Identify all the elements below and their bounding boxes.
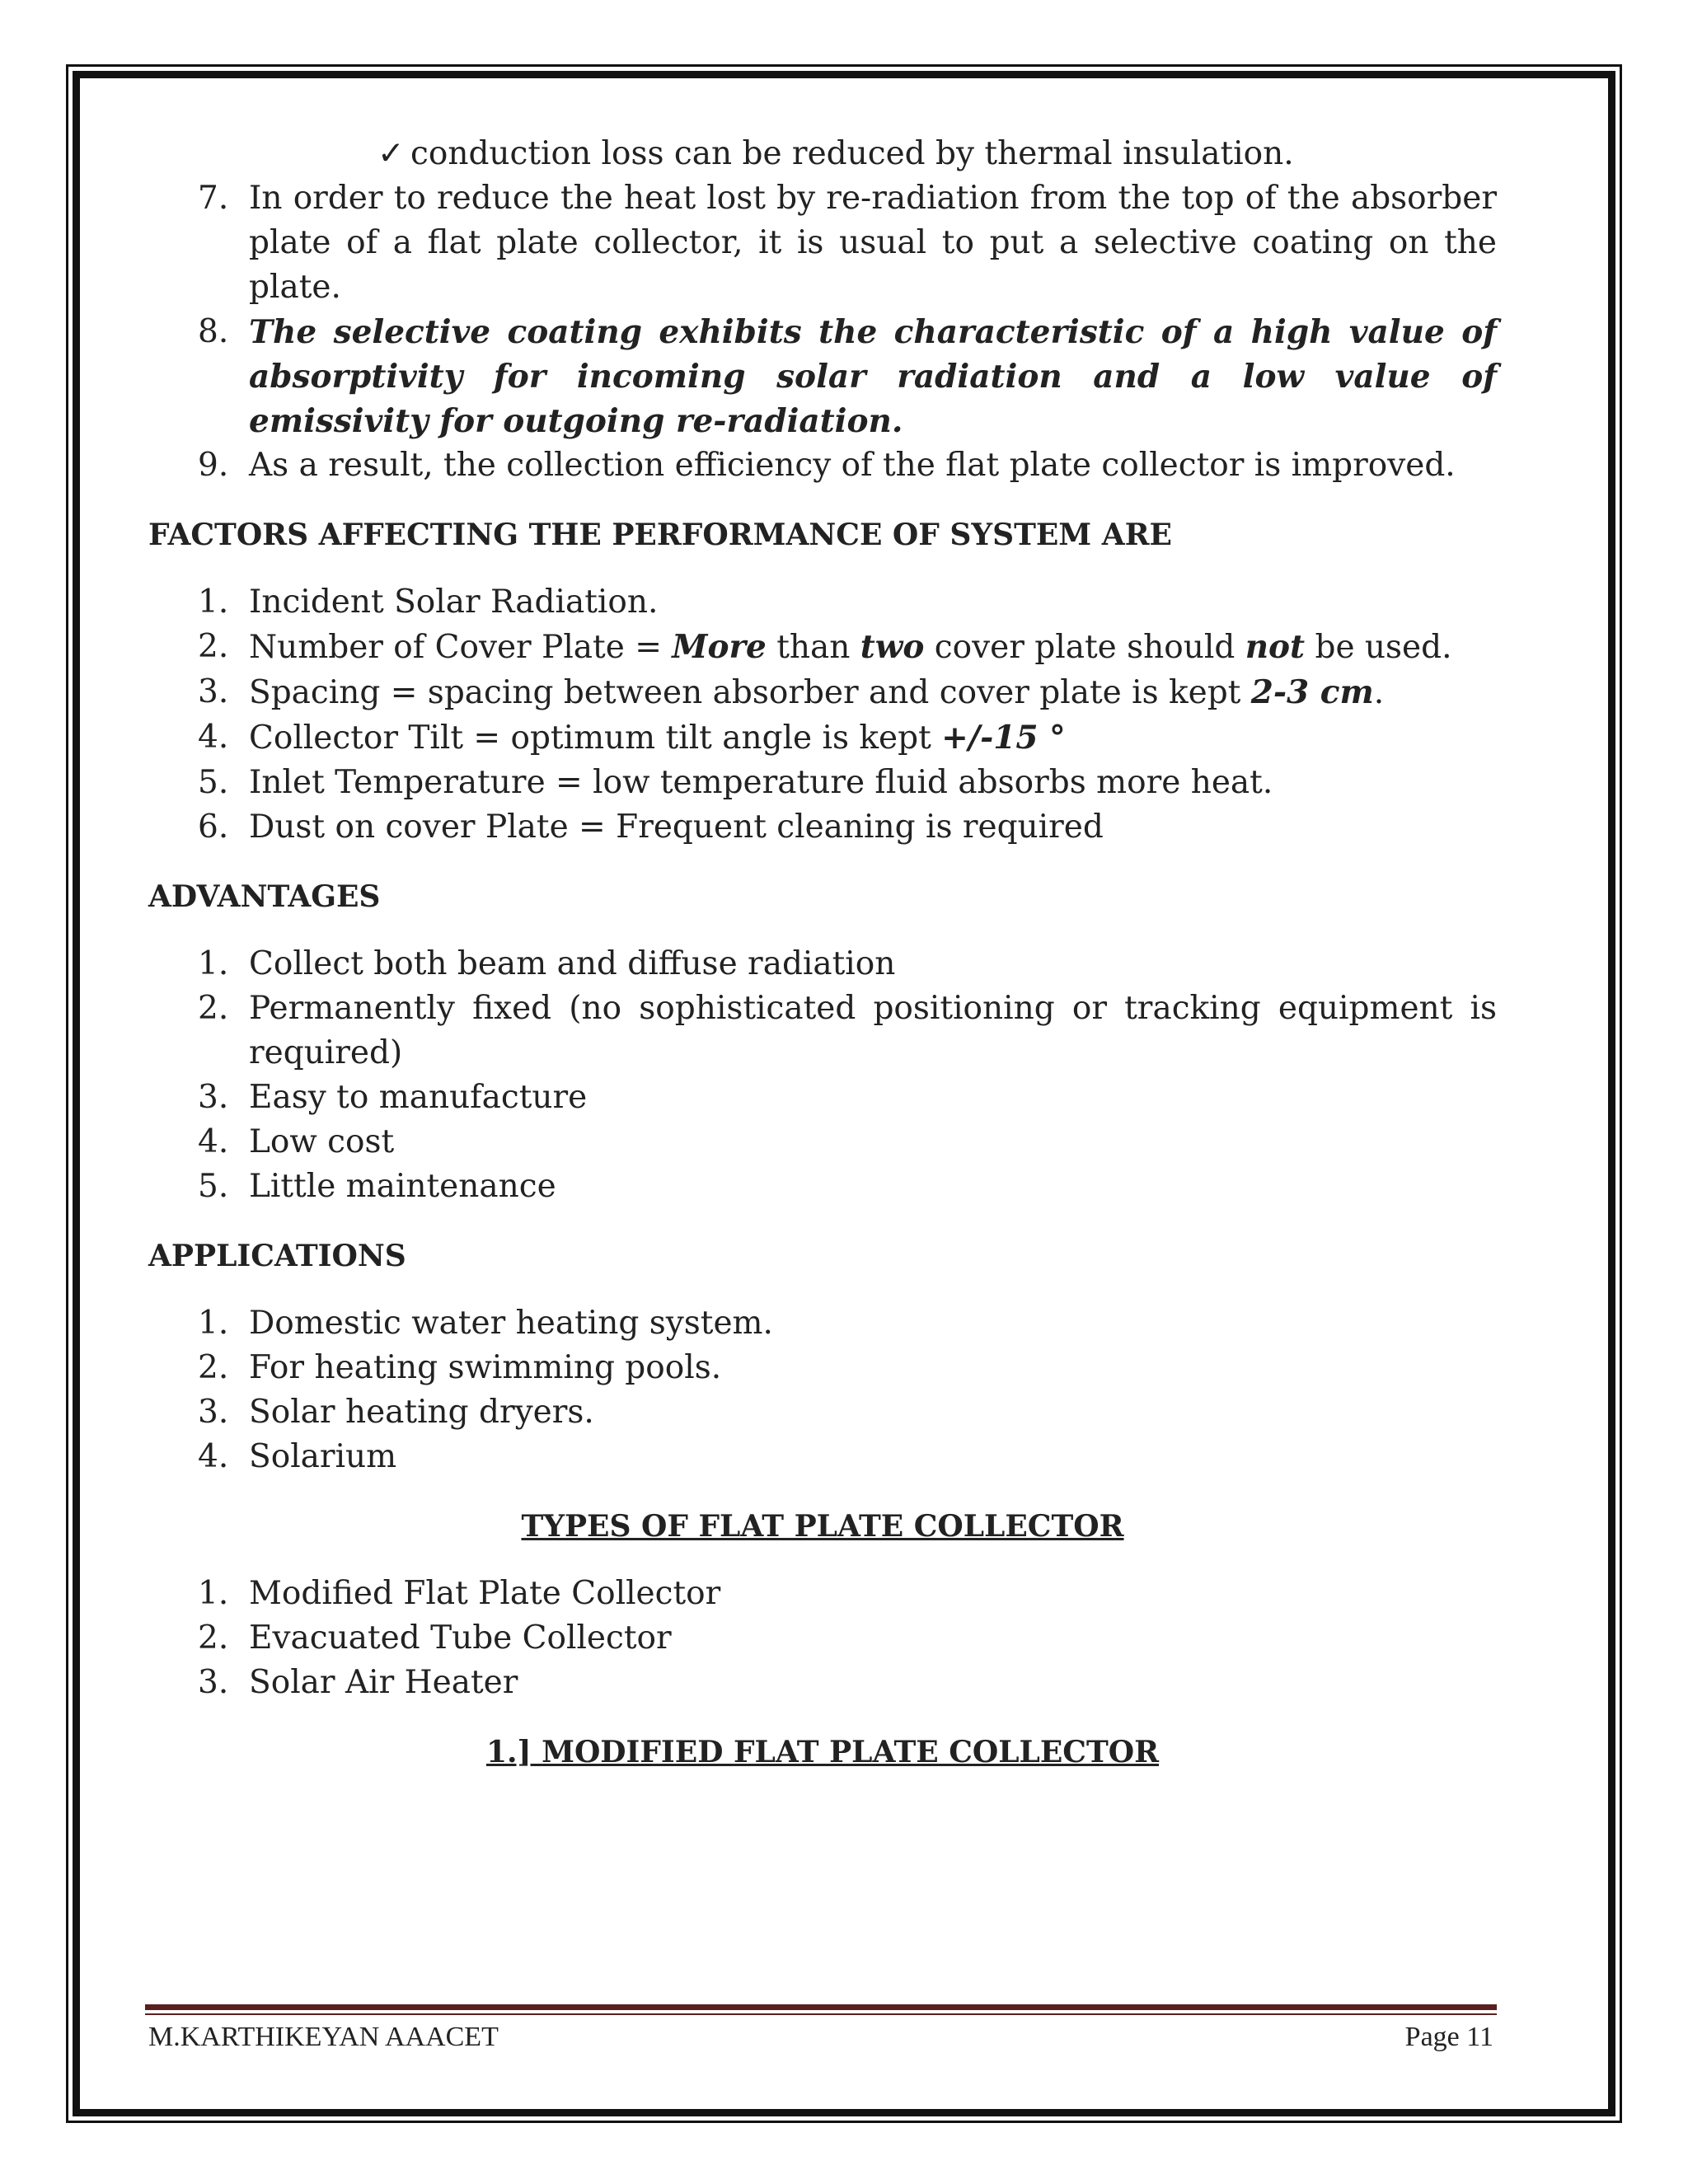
list-item-number: 5.	[198, 1168, 229, 1205]
list-item	[148, 310, 1497, 443]
checkmark-icon: ✓	[377, 135, 405, 172]
check-item-text: conduction loss can be reduced by thermal insulation.	[410, 135, 1294, 172]
footer-rule-thin	[145, 2013, 1497, 2015]
check-item	[148, 132, 1497, 176]
list-item	[148, 1616, 1497, 1661]
list-item	[148, 1435, 1497, 1479]
emphasis-text: 2-3 cm	[1250, 673, 1374, 711]
emphasis-text: +/-15 °	[941, 719, 1066, 757]
list-item-number: 2.	[198, 1349, 229, 1386]
list-item-text: Collect both beam and diffuse radiation	[249, 945, 896, 982]
list-item-text: Low cost	[249, 1123, 395, 1160]
list-item-text: Easy to manufacture	[249, 1079, 588, 1116]
section-heading-applications: APPLICATIONS	[148, 1239, 406, 1273]
list-item-text: In order to reduce the heat lost by re-radiation from the top of the absorber plate of a flat plate collector, it is usual to put a selective coating on the plate.	[249, 180, 1497, 306]
list-item-text: Domestic water heating system.	[249, 1305, 773, 1342]
list-item-number: 8.	[198, 313, 229, 350]
list-item-number: 4.	[198, 1123, 229, 1160]
list-item-text: Number of Cover Plate =	[249, 629, 673, 666]
list-item-number: 1.	[198, 583, 229, 621]
section-heading-factors: FACTORS AFFECTING THE PERFORMANCE OF SYSTEM ARE	[148, 518, 1172, 552]
list-item-number: 3.	[198, 1394, 229, 1431]
list-item	[148, 1301, 1497, 1346]
list-item-text: As a result, the collection efficiency of the flat plate collector is improved.	[249, 447, 1456, 484]
list-item	[148, 625, 1497, 670]
list-item	[148, 1661, 1497, 1705]
footer-rule	[145, 2004, 1497, 2010]
section-heading-modified: 1.] MODIFIED FLAT PLATE COLLECTOR	[485, 1735, 1160, 1769]
page-content	[148, 132, 1497, 1797]
list-item-text: Spacing = spacing between absorber and cover plate is kept	[249, 674, 1251, 711]
list-item-text: be used.	[1305, 629, 1452, 666]
list-item-number: 1.	[198, 945, 229, 982]
list-item-text: Permanently fixed (no sophisticated positioning or tracking equipment is required)	[249, 990, 1497, 1071]
list-item-number: 5.	[198, 764, 229, 801]
list-item	[148, 443, 1497, 488]
section-heading-advantages: ADVANTAGES	[148, 879, 381, 914]
list-item	[148, 176, 1497, 310]
list-item-number: 1.	[198, 1575, 229, 1612]
list-item	[148, 987, 1497, 1076]
list-item-number: 6.	[198, 808, 229, 846]
list-item	[148, 805, 1497, 850]
list-item-number: 4.	[198, 719, 229, 756]
list-item-text: than	[766, 629, 860, 666]
list-item	[148, 761, 1497, 805]
list-item	[148, 1390, 1497, 1435]
list-item-text: Inlet Temperature = low temperature fluid absorbs more heat.	[249, 764, 1273, 801]
emphasis-text: More	[672, 628, 767, 666]
list-item-number: 2.	[198, 628, 229, 665]
list-item-number: 3.	[198, 1079, 229, 1116]
emphasis-text: two	[860, 628, 925, 666]
list-item-number: 3.	[198, 673, 229, 710]
list-item-text: The selective coating exhibits the characteristic of a high value of absorptivity for incoming solar radiation and a low value of emissivity for outgoing re-radiation.	[249, 313, 1497, 440]
list-item-number: 1.	[198, 1305, 229, 1342]
list-item	[148, 1076, 1497, 1120]
list-item	[148, 942, 1497, 987]
list-item-text: Solarium	[249, 1438, 397, 1475]
list-item	[148, 1346, 1497, 1390]
footer-page-number: Page 11	[1404, 2022, 1493, 2052]
list-item	[148, 1165, 1497, 1209]
list-item-number: 4.	[198, 1438, 229, 1475]
list-item	[148, 1120, 1497, 1165]
list-item-text: Solar heating dryers.	[249, 1394, 594, 1431]
list-item-text: Modified Flat Plate Collector	[249, 1575, 721, 1612]
list-item	[148, 1572, 1497, 1616]
list-item-text: Dust on cover Plate = Frequent cleaning is required	[249, 808, 1104, 846]
footer-author: M.KARTHIKEYAN AAACET	[148, 2022, 499, 2052]
list-item-text: .	[1373, 674, 1385, 711]
list-item-text: For heating swimming pools.	[249, 1349, 722, 1386]
list-item-number: 2.	[198, 990, 229, 1027]
list-item-text: cover plate should	[924, 629, 1245, 666]
emphasis-text: not	[1245, 628, 1306, 666]
list-item-text: Collector Tilt = optimum tilt angle is kept	[249, 719, 942, 757]
list-item-number: 3.	[198, 1664, 229, 1701]
list-item-text: Evacuated Tube Collector	[249, 1619, 672, 1657]
list-item-text: Little maintenance	[249, 1168, 556, 1205]
list-item	[148, 670, 1497, 715]
list-item-text: Solar Air Heater	[249, 1664, 518, 1701]
list-item-number: 7.	[198, 180, 229, 217]
section-heading-types: TYPES OF FLAT PLATE COLLECTOR	[521, 1509, 1124, 1544]
list-item	[148, 580, 1497, 625]
list-item	[148, 715, 1497, 761]
list-item-text: Incident Solar Radiation.	[249, 583, 659, 621]
list-item-number: 9.	[198, 447, 229, 484]
list-item-number: 2.	[198, 1619, 229, 1657]
